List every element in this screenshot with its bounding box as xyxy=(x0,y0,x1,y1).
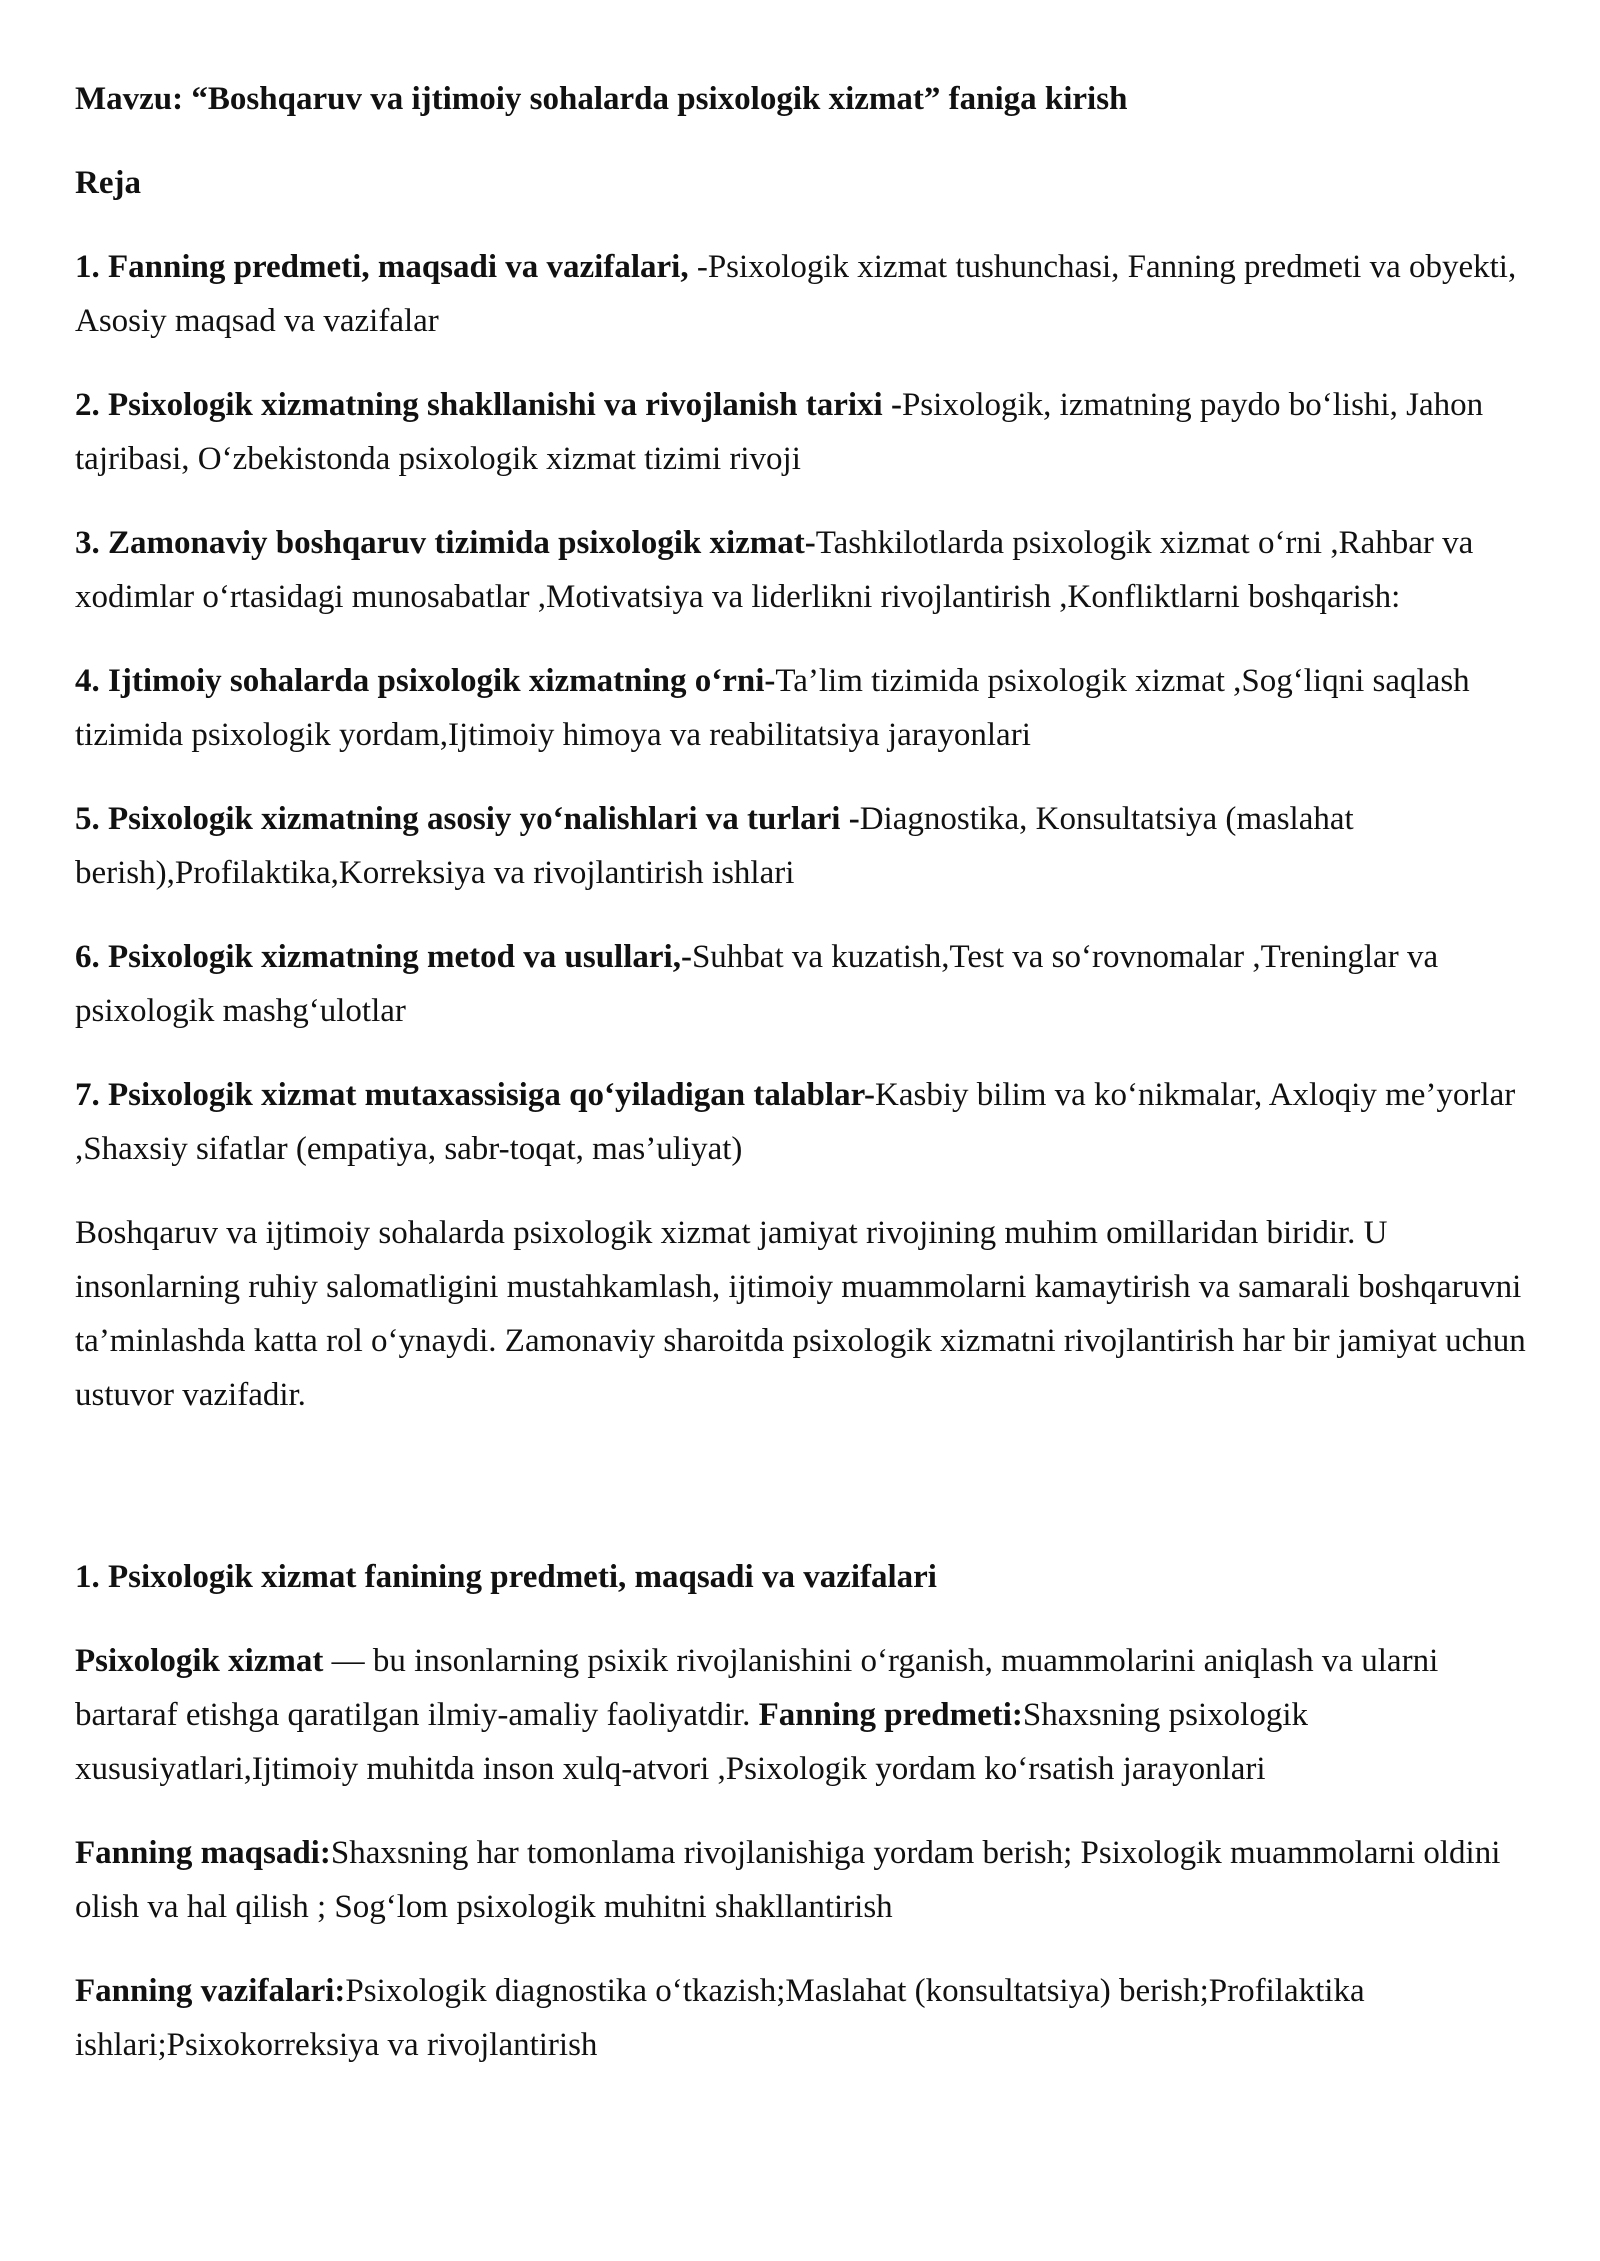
plan-item-6 xyxy=(75,930,1535,1038)
plan-item-text: Psixologik, izmatning paydo bo‘lishi, Jahon tajribasi, O‘zbekistonda psixologik xizmat tizimi rivoji xyxy=(75,387,1484,477)
plan-item-heading: 6. Psixologik xizmatning metod va usullari,- xyxy=(75,939,692,975)
document-page xyxy=(75,72,1535,2102)
term-fanning-vazifalari: Fanning vazifalari: xyxy=(75,1973,346,2009)
plan-item-heading: 4. Ijtimoiy sohalarda psixologik xizmatning o‘rni- xyxy=(75,663,776,699)
plan-label: Reja xyxy=(75,165,141,201)
plan-item-1 xyxy=(75,240,1535,348)
plan-item-3 xyxy=(75,516,1535,624)
maqsadi-paragraph xyxy=(75,1826,1535,1934)
definition-paragraph xyxy=(75,1634,1535,1796)
plan-item-4 xyxy=(75,654,1535,762)
document-title: Mavzu: “Boshqaruv va ijtimoiy sohalarda psixologik xizmat” faniga kirish xyxy=(75,81,1128,117)
plan-item-heading: 5. Psixologik xizmatning asosiy yo‘nalishlari va turlari - xyxy=(75,801,860,837)
plan-item-heading: 3. Zamonaviy boshqaruv tizimida psixologik xizmat- xyxy=(75,525,816,561)
conclusion-paragraph: Boshqaruv va ijtimoiy sohalarda psixologik xizmat jamiyat rivojining muhim omillaridan biridir. U insonlarning ruhiy salomatligini mustahkamlash, ijtimoiy muammolarni kamaytirish va samarali boshqaruvni ta’minlashda katta rol o‘ynaydi. Zamonaviy sharoitda psixologik xizmatni rivojlantirish har bir jamiyat uchun ustuvor vazifadir. xyxy=(75,1215,1526,1413)
plan-item-text: Kasbiy bilim va ko‘nikmalar, Axloqiy me’yorlar ,Shaxsiy sifatlar (empatiya, sabr-toqat, mas’uliyat) xyxy=(75,1077,1516,1167)
plan-item-7 xyxy=(75,1068,1535,1176)
term-psixologik-xizmat: Psixologik xizmat xyxy=(75,1643,324,1679)
plan-item-text: Ta’lim tizimida psixologik xizmat ,Sog‘liqni saqlash tizimida psixologik yordam,Ijtimoiy himoya va reabilitatsiya jarayonlari xyxy=(75,663,1470,753)
plan-item-heading: 2. Psixologik xizmatning shakllanishi va rivojlanish tarixi - xyxy=(75,387,902,423)
vazifalari-text: Psixologik diagnostika o‘tkazish;Maslahat (konsultatsiya) berish;Profilaktika ishlari;Psixokorreksiya va rivojlantirish xyxy=(75,1973,1365,2063)
predmeti-text: Shaxsning psixologik xususiyatlari,Ijtimoiy muhitda inson xulq-atvori ,Psixologik yordam ko‘rsatish jarayonlari xyxy=(75,1697,1309,1787)
definition-text: — bu insonlarning psixik rivojlanishini o‘rganish, muammolarini aniqlash va ularni bartaraf etishga qaratilgan ilmiy-amaliy faoliyatdir. xyxy=(75,1643,1439,1733)
plan-item-heading: 7. Psixologik xizmat mutaxassisiga qo‘yiladigan talablar- xyxy=(75,1077,875,1113)
plan-item-2 xyxy=(75,378,1535,486)
plan-item-text: Tashkilotlarda psixologik xizmat o‘rni ,Rahbar va xodimlar o‘rtasidagi munosabatlar ,Motivatsiya va liderlikni rivojlantirish ,Konfliktlarni boshqarish: xyxy=(75,525,1474,615)
plan-item-text: Suhbat va kuzatish,Test va so‘rovnomalar ,Treninglar va psixologik mashg‘ulotlar xyxy=(75,939,1439,1029)
plan-item-text: -Psixologik xizmat tushunchasi, Fanning predmeti va obyekti, Asosiy maqsad va vazifalar xyxy=(75,249,1517,339)
vazifalari-paragraph xyxy=(75,1964,1535,2072)
plan-item-5 xyxy=(75,792,1535,900)
term-fanning-maqsadi: Fanning maqsadi: xyxy=(75,1835,331,1871)
term-fanning-predmeti: Fanning predmeti: xyxy=(758,1697,1023,1733)
plan-item-text: Diagnostika, Konsultatsiya (maslahat berish),Profilaktika,Korreksiya va rivojlantirish ishlari xyxy=(75,801,1354,891)
plan-item-heading: 1. Fanning predmeti, maqsadi va vazifalari, xyxy=(75,249,689,285)
maqsadi-text: Shaxsning har tomonlama rivojlanishiga yordam berish; Psixologik muammolarni oldini olish va hal qilish ; Sog‘lom psixologik muhitni shakllantirish xyxy=(75,1835,1501,1925)
section-heading: 1. Psixologik xizmat fanining predmeti, maqsadi va vazifalari xyxy=(75,1559,937,1595)
